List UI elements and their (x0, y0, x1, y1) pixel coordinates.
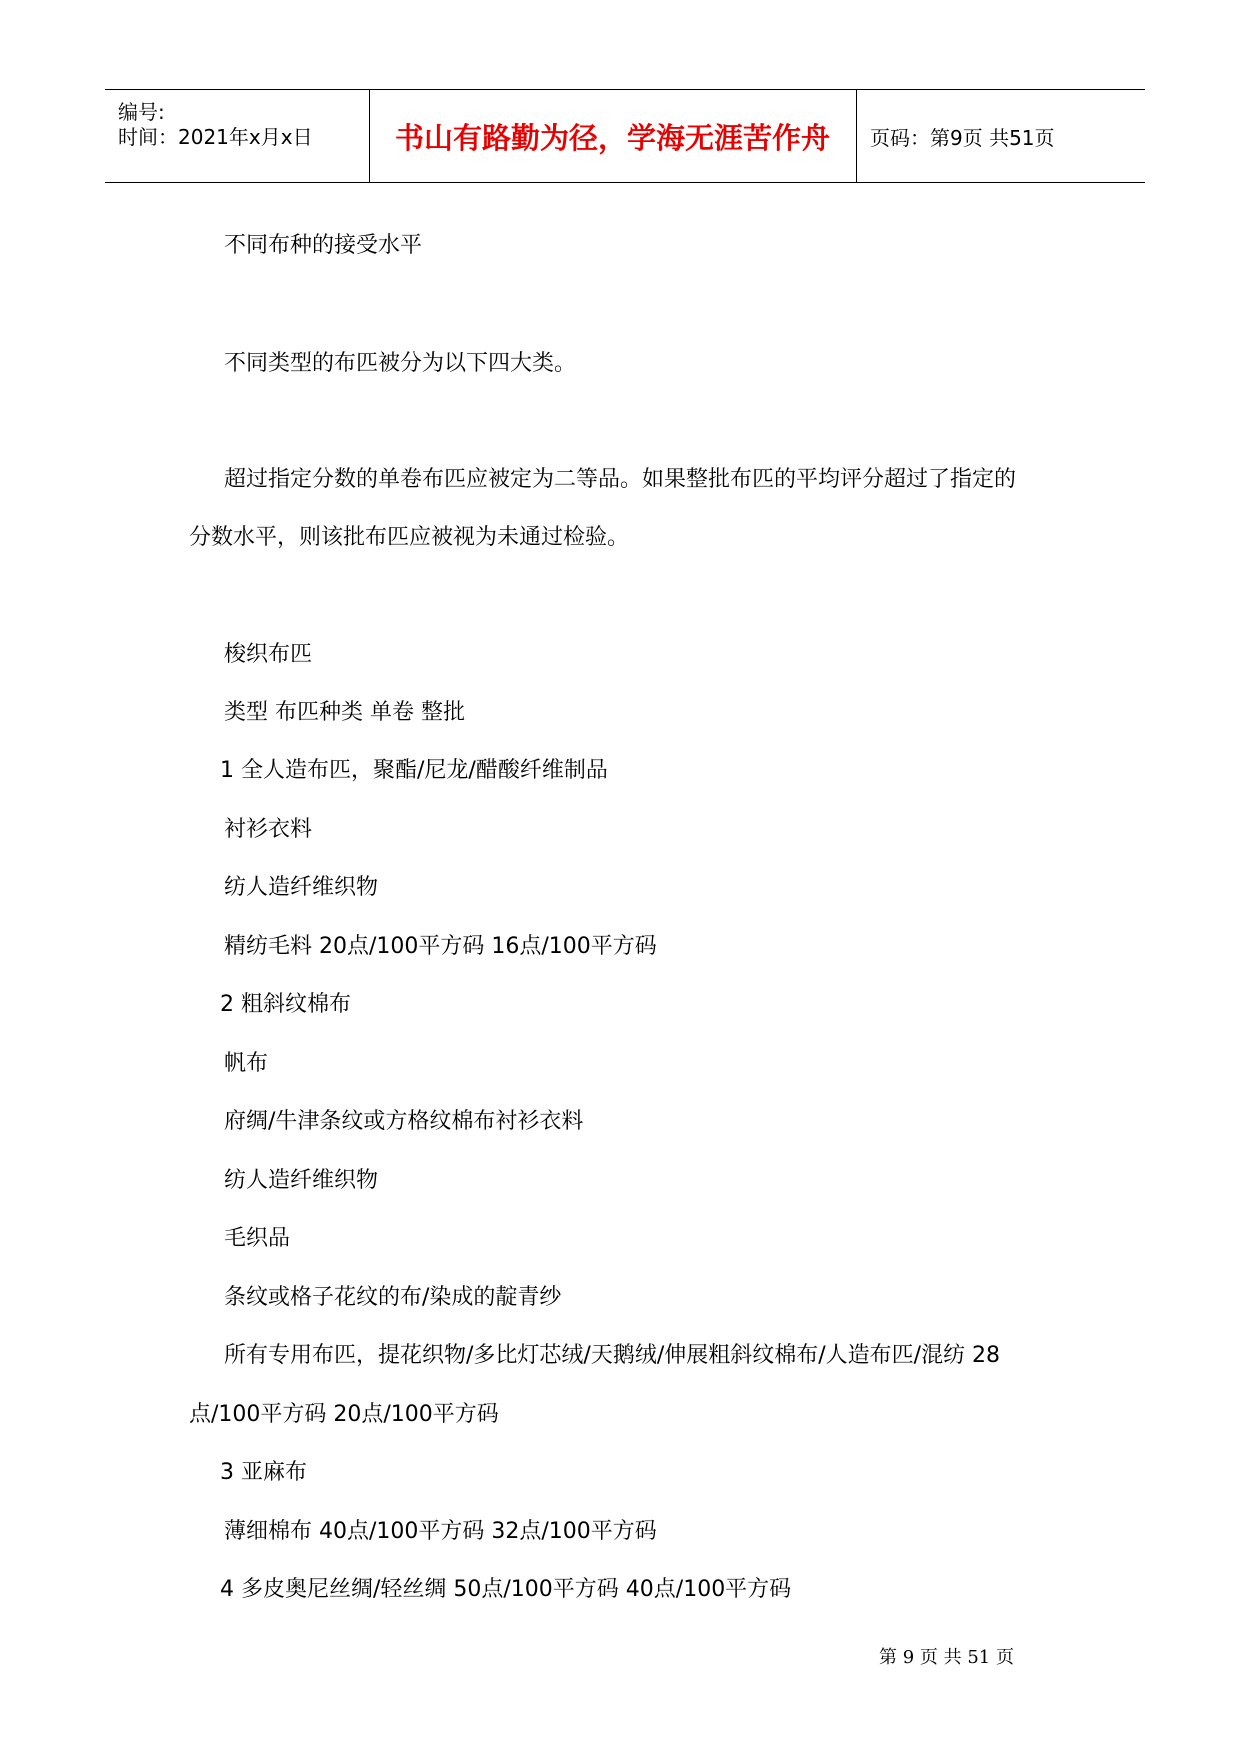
body-line: 不同类型的布匹被分为以下四大类。 (224, 351, 577, 376)
body-line: 府绸/牛津条纹或方格纹棉布衬衫衣料 (224, 1109, 584, 1134)
body-line: 2 粗斜纹棉布 (220, 992, 351, 1017)
page-header (105, 89, 1145, 183)
body-line: 条纹或格子花纹的布/染成的靛青纱 (224, 1285, 562, 1310)
body-line: 4 多皮奥尼丝绸/轻丝绸 50点/100平方码 40点/100平方码 (220, 1577, 792, 1602)
body-line: 所有专用布匹，提花织物/多比灯芯绒/天鹅绒/伸展粗斜纹棉布/人造布匹/混纺 28 (224, 1343, 1001, 1368)
body-line: 不同布种的接受水平 (224, 233, 423, 258)
document-time-label: 时间：2021年x月x日 (118, 125, 313, 149)
body-line: 薄细棉布 40点/100平方码 32点/100平方码 (224, 1519, 657, 1544)
header-page-number: 页码：第9页 共51页 (870, 125, 1055, 150)
header-meta-cell (105, 90, 370, 182)
body-line: 类型 布匹种类 单卷 整批 (224, 700, 465, 725)
body-line: 点/100平方码 20点/100平方码 (189, 1402, 499, 1427)
body-line: 分数水平，则该批布匹应被视为未通过检验。 (189, 525, 630, 550)
body-line: 精纺毛料 20点/100平方码 16点/100平方码 (224, 934, 657, 959)
body-line: 1 全人造布匹，聚酯/尼龙/醋酸纤维制品 (220, 758, 608, 783)
document-code-label: 编号: (118, 100, 165, 124)
body-line: 纺人造纤维织物 (224, 875, 379, 900)
footer-page-number: 第 9 页 共 51 页 (879, 1647, 1014, 1668)
body-line: 3 亚麻布 (220, 1460, 307, 1485)
header-motto: 书山有路勤为径，学海无涯苦作舟 (369, 90, 857, 182)
body-line: 超过指定分数的单卷布匹应被定为二等品。如果整批布匹的平均评分超过了指定的 (224, 467, 1017, 492)
body-line: 梭织布匹 (224, 642, 313, 667)
body-line: 纺人造纤维织物 (224, 1168, 379, 1193)
body-line: 衬衫衣料 (224, 817, 313, 842)
body-line: 毛织品 (224, 1226, 291, 1251)
body-line: 帆布 (224, 1051, 269, 1076)
